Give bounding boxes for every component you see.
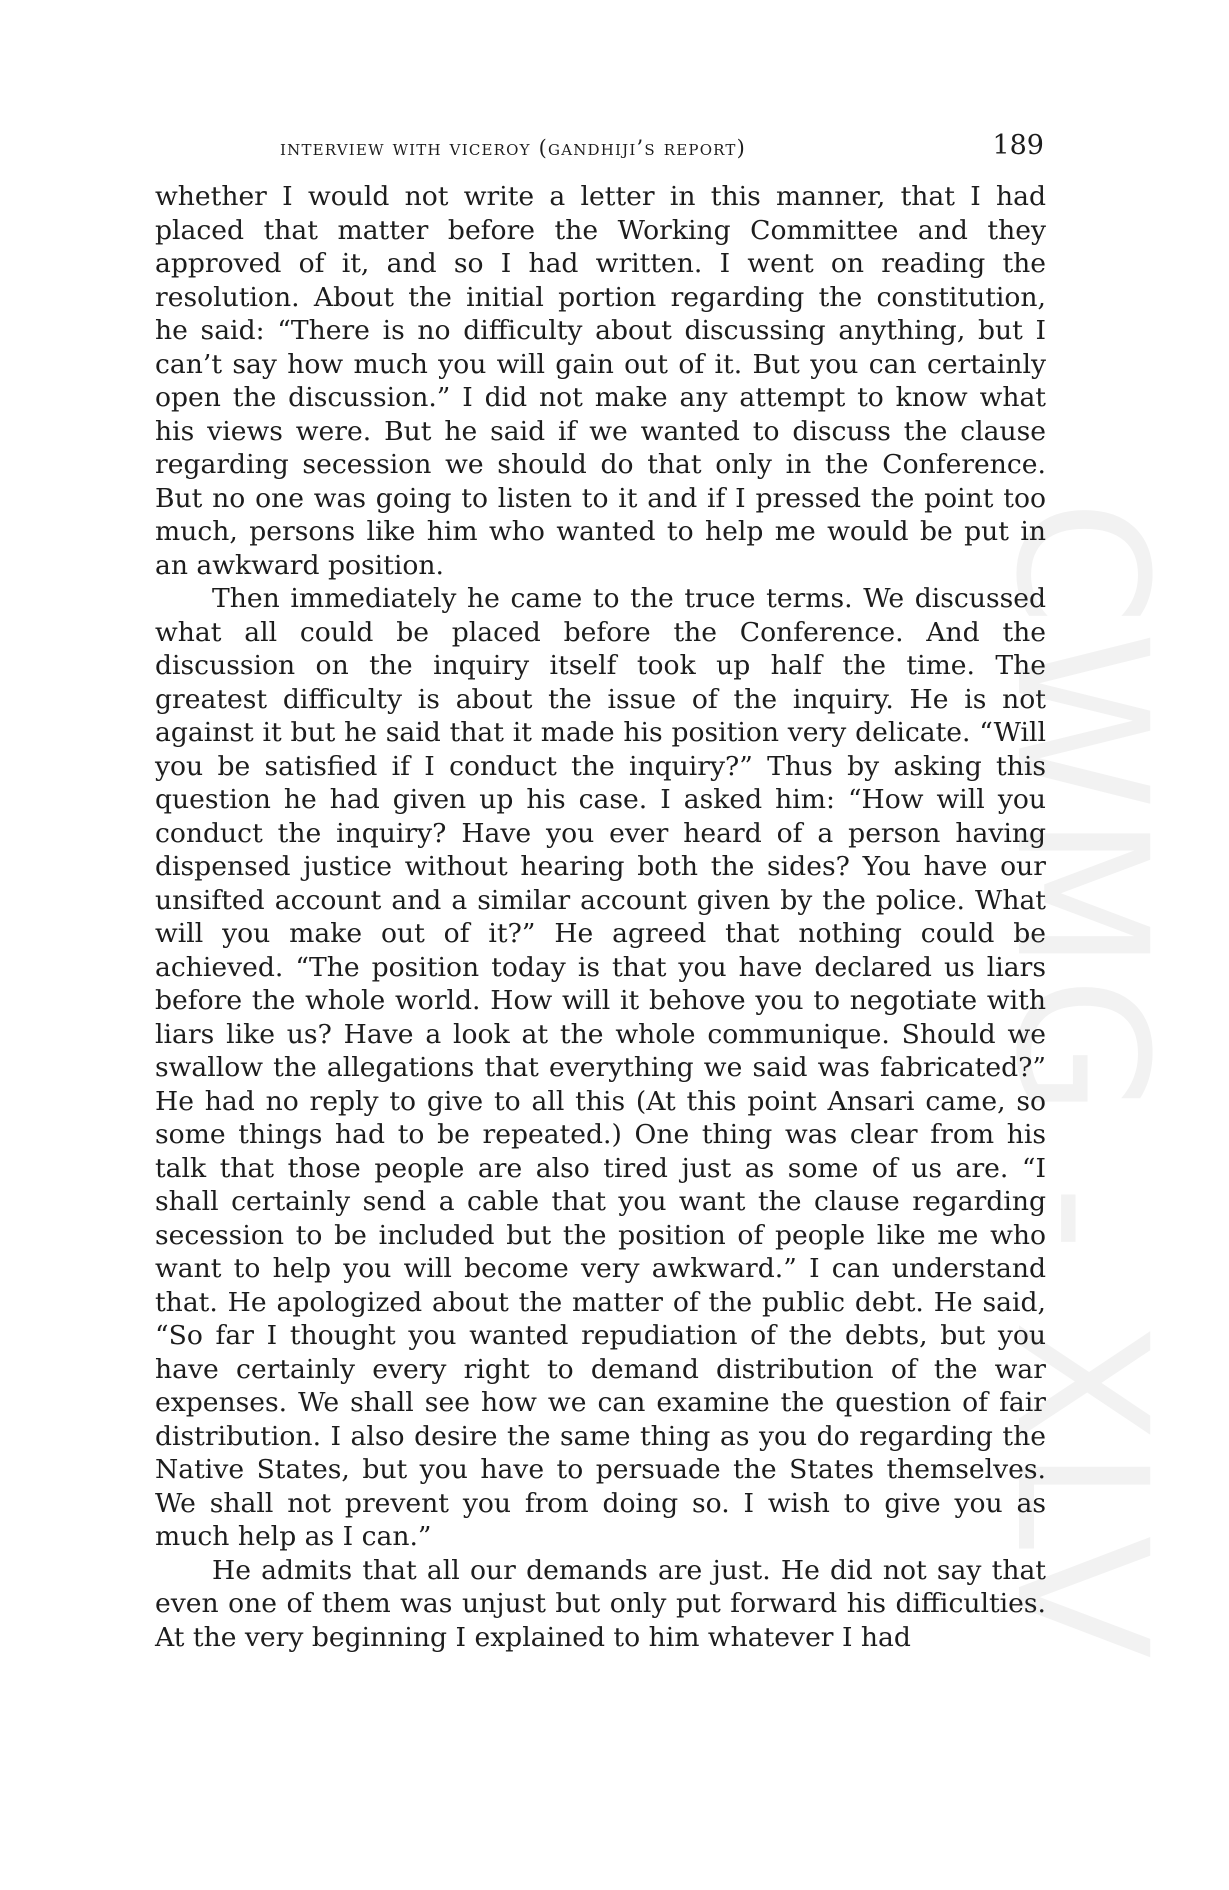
watermark-text: CWMG - XLV [976, 500, 1185, 1665]
paragraph-3: He admits that all our demands are just. He did not say that even one of them was unjust but only put forward his difficulties. At the very beginning I explained to him whatever I had [155, 1554, 1046, 1653]
paragraph-1: whether I would not write a letter in this manner, that I had placed that matter before the Working Committee and they approved of it, and so I had written. I went on reading the resolution. About the initial portion regarding the constitution, he said: “There is no difficulty about discussing anything, but I can’t say how much you will gain out of it. But you can certainly open the discussion.” I did not make any attempt to know what his views were. But he said if we wanted to discuss the clause regarding secession we should do that only in the Conference. But no one was going to listen to it and if I pressed the point too much, persons like him who wanted to help me would be put in an awkward position. [155, 181, 1046, 581]
page-header [156, 130, 1044, 166]
paragraph-2: Then immediately he came to the truce terms. We discussed what all could be placed before the Conference. And the discussion on the inquiry itself took up half the time. The greatest difficulty is about the issue of the inquiry. He is not against it but he said that it made his position very delicate. “Will you be satisfied if I conduct the inquiry?” Thus by asking this question he had given up his case. I asked him: “How will you conduct the inquiry? Have you ever heard of a person having dispensed justice without hearing both the sides? You have our unsifted account and a similar account given by the police. What will you make out of it?” He agreed that nothing could be achieved. “The position today is that you have declared us liars before the whole world. How will it behove you to negotiate with liars like us? Have a look at the whole communique. Should we swallow the allegations that everything we said was fabricated?” He had no reply to give to all this (At this point Ansari came, so some things had to be repeated.) One thing was clear from his talk that those people are also tired just as some of us are. “I shall certainly send a cable that you want the clause regarding secession to be included but the position of people like me who want to help you will become very awkward.” I can understand that. He apologized about the matter of the public debt. He said, “So far I thought you wanted repudiation of the debts, but you have certainly every right to demand distribution of the war expenses. We shall see how we can examine the question of fair distribution. I also desire the same thing as you do regarding the Native States, but you have to persuade the States themselves. We shall not prevent you from doing so. I wish to give you as much help as I can.” [155, 583, 1046, 1552]
running-title: interview with viceroy (gandhiji’s report) [280, 136, 747, 160]
page-number: 189 [992, 130, 1044, 161]
body-text [155, 180, 1046, 1654]
